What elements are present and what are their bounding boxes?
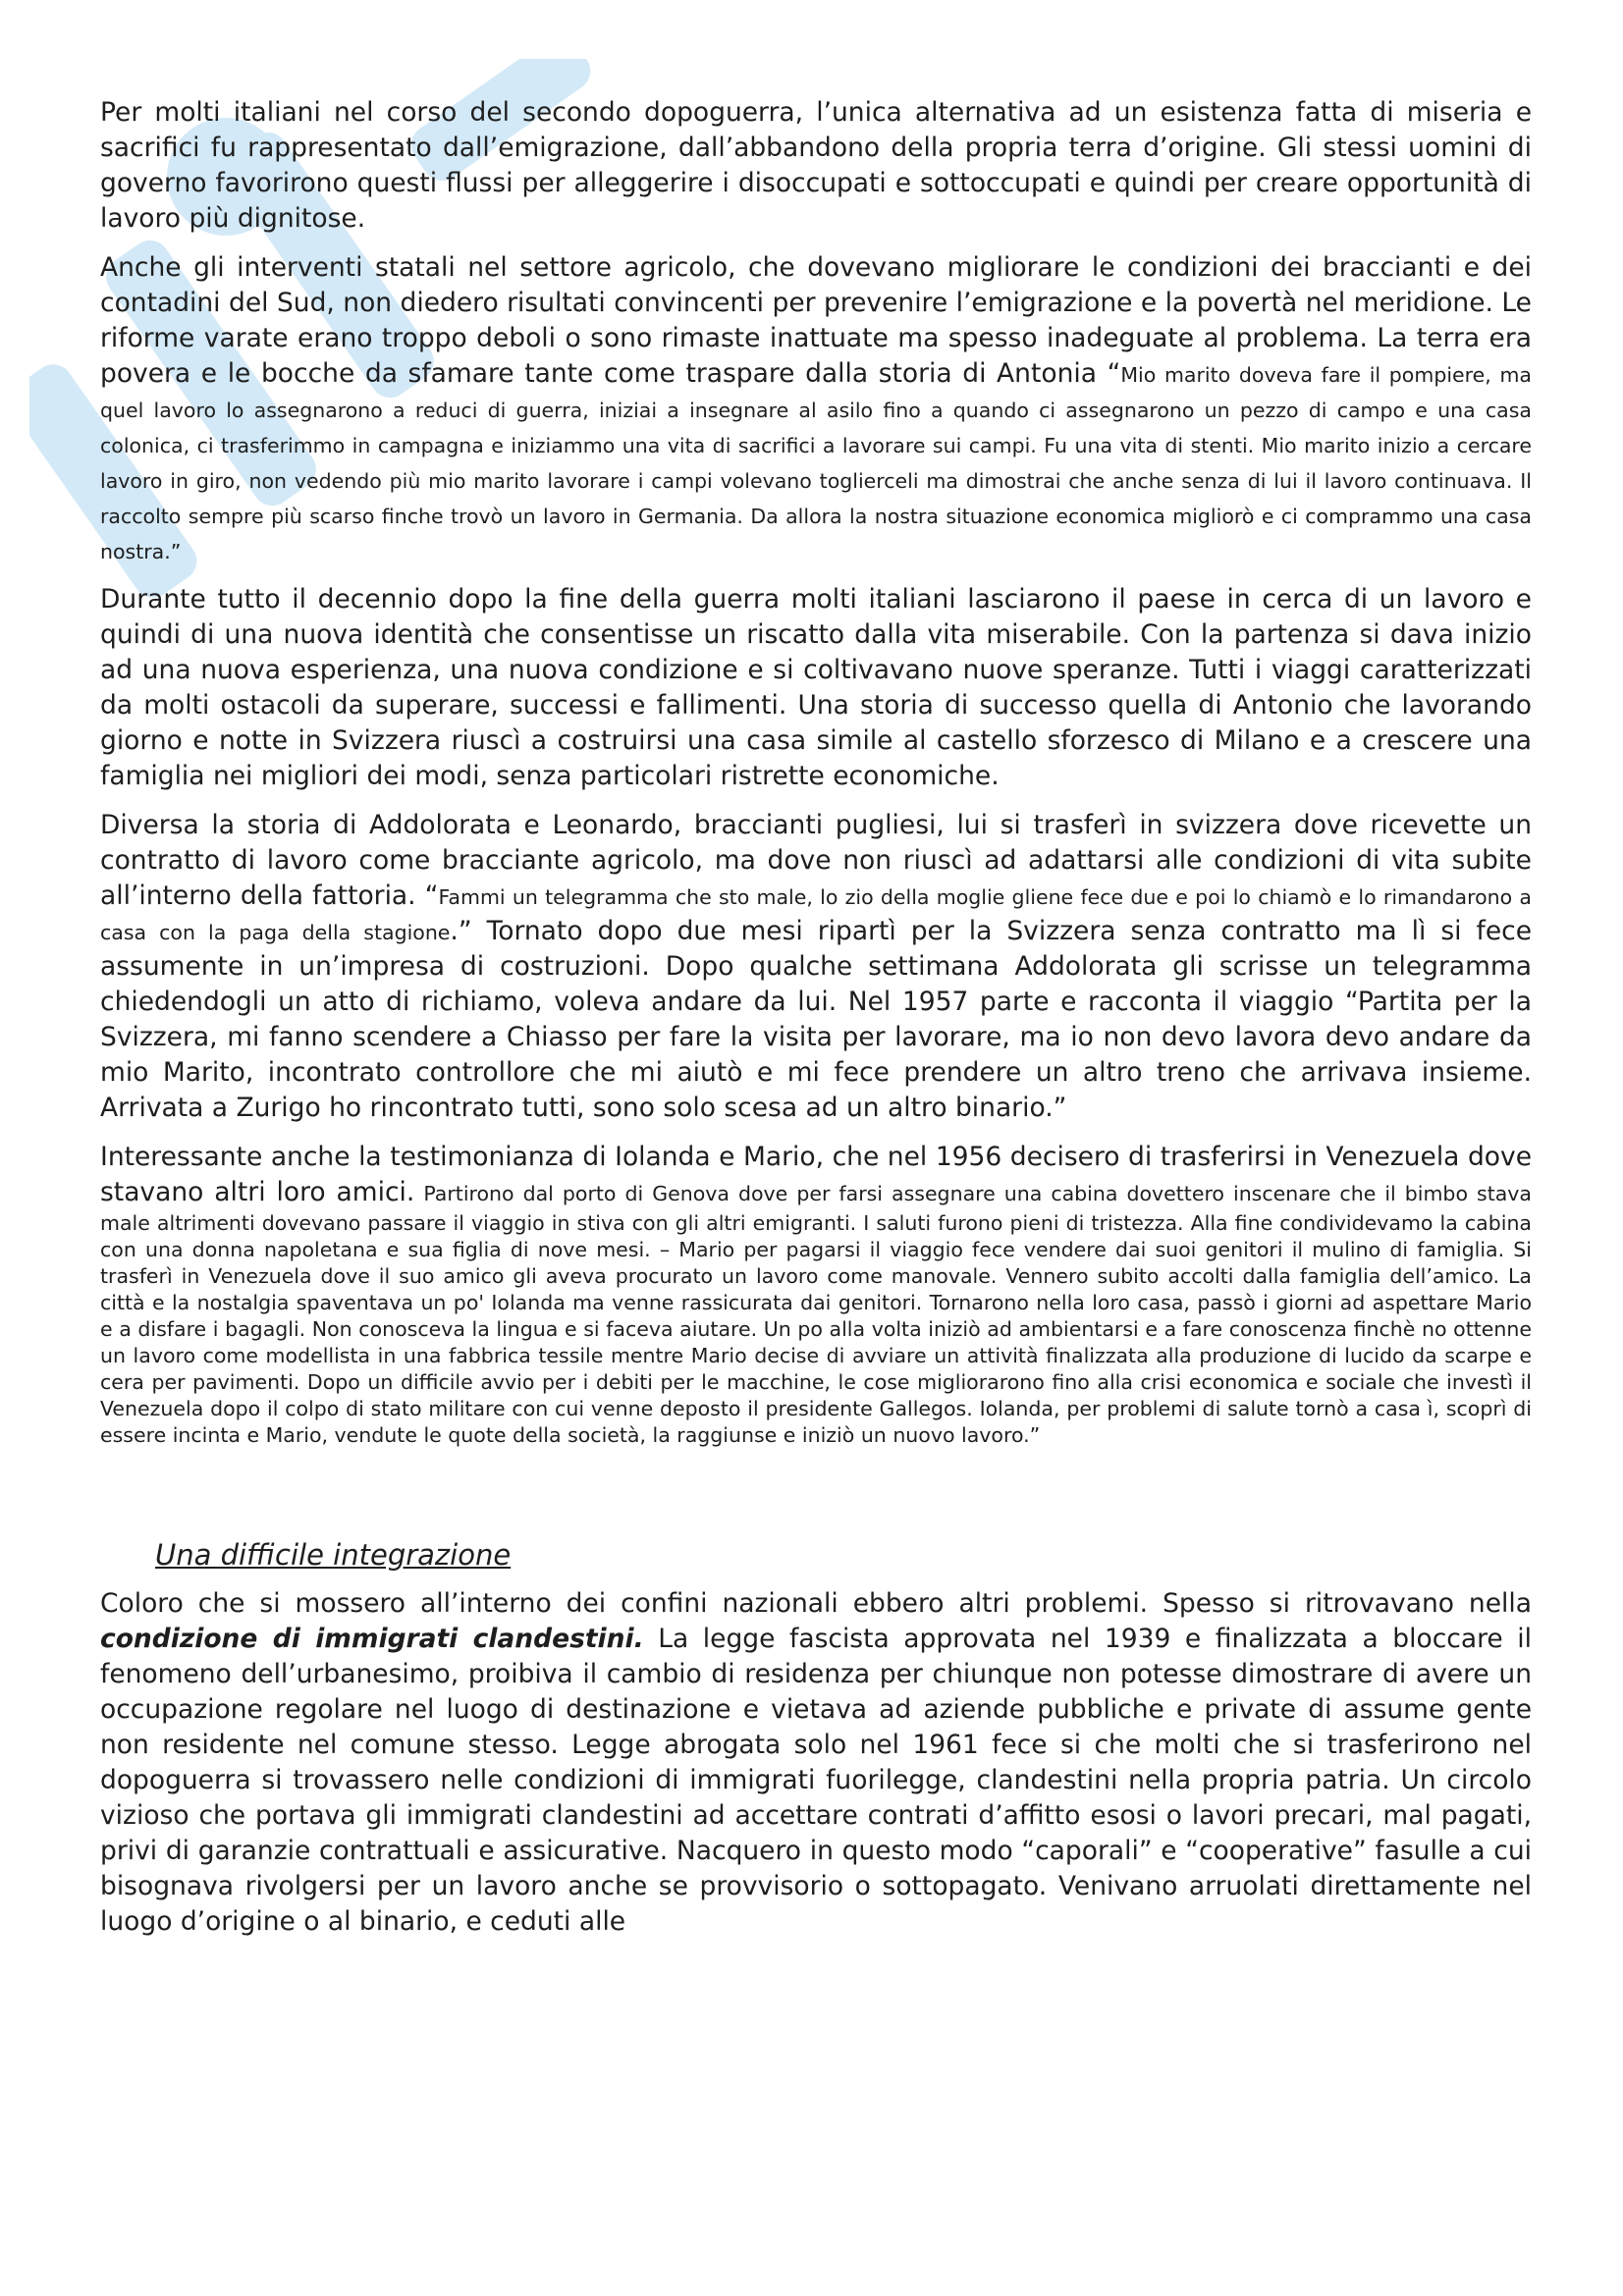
paragraph-6 (100, 1586, 1532, 1940)
iolanda-mario-story: Partirono dal porto di Genova dove per farsi assegnare una cabina dovettero inscenare che il bimbo stava male altrimenti dovevano passare il viaggio in stiva con gli altri emigranti. I saluti furono pieni di tristezza. Alla fine condividevamo la cabina con una donna napoletana e sua figlia di nove mesi. – Mario per pagarsi il viaggio fece vendere dai suoi genitori il mulino di famiglia. Si trasferì in Venezuela dove il suo amico gli aveva procurato un lavoro come manovale. Vennero subito accolti dalla famiglia dell’amico. La città e la nostalgia spaventava un po' Iolanda ma venne rassicurata dai genitori. Tornarono nella loro casa, passò i giorni ad aspettare Mario e a disfare i bagagli. Non conosceva la lingua e si faceva aiutare. Un po alla volta iniziò ad ambientarsi e a fare conoscenza finchè no ottenne un lavoro come modellista in una fabbrica tessile mentre Mario decise di avviare un attività finalizzata alla produzione di lucido da scarpe e cera per pavimenti. Dopo un difficile avvio per i debiti per le macchine, le cose migliorarono fino alla crisi economica e sociale che investì il Venezuela dopo il colpo di stato militare con cui venne deposto il presidente Gallegos. Iolanda, per problemi di salute tornò a casa ì, scoprì di essere incinta e Mario, vendute le quote della società, la raggiunse e iniziò un nuovo lavoro.” (100, 1182, 1532, 1447)
paragraph-5-intro: Interessante anche la testimonianza di Iolanda e Mario, che nel 1956 decisero di trasferirsi in Venezuela dove stavano altri loro amici. (100, 1142, 1532, 1207)
emphasis-clandestini: condizione di immigrati clandestini. (100, 1624, 644, 1654)
paragraph-4-text-end: .” Tornato dopo due mesi ripartì per la Svizzera senza contratto ma lì si fece assumente in un’impresa di costruzioni. Dopo qualche settimana Addolorata gli scrisse un telegramma chiedendogli un atto di richiamo, voleva andare da lui. Nel 1957 parte e racconta il viaggio “Partita per la Svizzera, mi fanno scendere a Chiasso per fare la visita per lavorare, ma io non devo lavora devo andare da mio Marito, incontrato controllore che mi aiutò e mi fece prendere un altro treno che arrivava insieme. Arrivata a Zurigo ho rincontrato tutti, sono solo scesa ad un altro binario.” (100, 916, 1532, 1123)
document-body (100, 95, 1532, 1953)
paragraph-6-text-start: Coloro che si mossero all’interno dei confini nazionali ebbero altri problemi. Spesso si ritrovavano nella (100, 1588, 1532, 1619)
paragraph-2 (100, 250, 1532, 568)
paragraph-5 (100, 1140, 1532, 1449)
paragraph-3: Durante tutto il decennio dopo la fine della guerra molti italiani lasciarono il paese in cerca di un lavoro e quindi di una nuova identità che consentisse un riscatto dalla vita miserabile. Con la partenza si dava inizio ad una nuova esperienza, una nuova condizione e si coltivavano nuove speranze. Tutti i viaggi caratterizzati da molti ostacoli da superare, successi e fallimenti. Una storia di successo quella di Antonio che lavorando giorno e notte in Svizzera riuscì a costruirsi una casa simile al castello sforzesco di Milano e a crescere una famiglia nei migliori dei modi, senza particolari ristrette economiche. (100, 584, 1532, 791)
paragraph-6-text-end: La legge fascista approvata nel 1939 e finalizzata a bloccare il fenomeno dell’urbanesimo, proibiva il cambio di residenza per chiunque non potesse dimostrare di avere un occupazione regolare nel luogo di destinazione e vietava ad aziende pubbliche e private di assume gente non residente nel comune stesso. Legge abrogata solo nel 1961 fece si che molti che si trasferirono nel dopoguerra si trovassero nelle condizioni di immigrati fuorilegge, clandestini nella propria patria. Un circolo vizioso che portava gli immigrati clandestini ad accettare contrati d’affitto esosi o lavori precari, mal pagati, privi di garanzie contrattuali e assicurative. Nacquero in questo modo “caporali” e “cooperative” fasulle a cui bisognava rivolgersi per un lavoro anche se provvisorio o sottopagato. Venivano arruolati direttamente nel luogo d’origine o al binario, e ceduti alle (100, 1624, 1532, 1937)
section-heading: Una difficile integrazione (155, 1538, 512, 1572)
paragraph-1: Per molti italiani nel corso del secondo dopoguerra, l’unica alternativa ad un esistenza fatta di miseria e sacrifici fu rappresentato dall’emigrazione, dall’abbandono della propria terra d’origine. Gli stessi uomini di governo favorirono questi flussi per alleggerire i disoccupati e sottoccupati e quindi per creare opportunità di lavoro più dignitose. (100, 97, 1532, 234)
telegram-quote: Fammi un telegramma che sto male, lo zio della moglie gliene fece due e poi lo chiamò e lo rimandarono a casa con la paga della stagione (100, 885, 1532, 944)
paragraph-4-text-start: Diversa la storia di Addolorata e Leonardo, braccianti pugliesi, lui si trasferì in svizzera dove ricevette un contratto di lavoro come bracciante agricolo, ma dove non riuscì ad adattarsi alle condizioni di vita subite all’interno della fattoria. “ (100, 810, 1532, 911)
paragraph-4 (100, 808, 1532, 1126)
antonia-quote: Mio marito doveva fare il pompiere, ma quel lavoro lo assegnarono a reduci di guerra, iniziai a insegnare al asilo fino a quando ci assegnarono un pezzo di campo e una casa colonica, ci trasferimmo in campagna e iniziammo una vita di sacrifici a lavorare sui campi. Fu una vita di stenti. Mio marito inizio a cercare lavoro in giro, non vedendo più mio marito lavorare i campi volevano toglierceli ma dimostrai che anche senza di lui il lavoro continuava. Il raccolto sempre più scarso finche trovò un lavoro in Germania. Da allora la nostra situazione economica migliorò e ci comprammo una casa nostra.” (100, 363, 1532, 563)
paragraph-2-text: Anche gli interventi statali nel settore agricolo, che dovevano migliorare le condizioni dei braccianti e dei contadini del Sud, non diedero risultati convincenti per prevenire l’emigrazione e la povertà nel meridione. Le riforme varate erano troppo deboli o sono rimaste inattuate ma spesso inadeguate al problema. La terra era povera e le bocche da sfamare tante come traspare dalla storia di Antonia “ (100, 252, 1532, 389)
